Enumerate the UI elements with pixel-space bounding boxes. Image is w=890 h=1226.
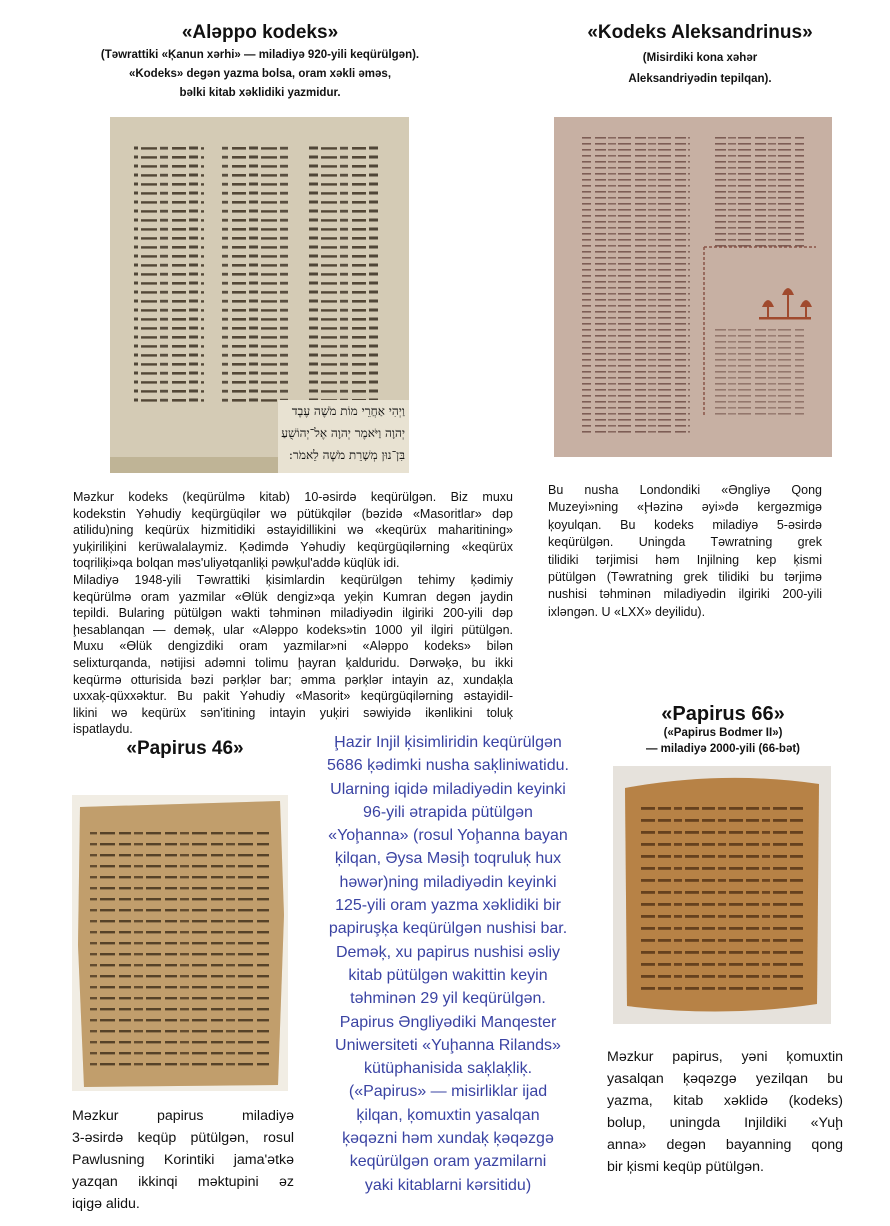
center-text-line: təhminən 29 yil keqürülgən. xyxy=(350,990,546,1008)
center-text-line: kitab pütülgən wakittin keyin xyxy=(348,966,548,984)
aleppo-desc-line: uxxaķ-qüxxəktur. Bu pakit Yəhudiy «Masorit» keqürgüqilərning əstayidil- xyxy=(73,689,513,704)
papyrus66-desc-line: Məzkur papirus, yəni ķomuxtin xyxy=(607,1049,843,1065)
center-text-line: Uniwersiteti «Yuḩanna Rilands» xyxy=(335,1036,561,1054)
aleppo-desc-line: Məzkur kodeks (keqürülmə kitab) 10-əsirdə keqürülgən. Biz muxu xyxy=(73,490,513,504)
papyrus46-image xyxy=(72,795,288,1091)
aleppo-desc-line: Miladiyə 1948-yili Təwrattiki ķisimlardin keqürülgən tehimy ķədimiy xyxy=(73,572,513,587)
center-text-line: «Yoḩanna» (rosul Yoḩanna bayan xyxy=(328,827,568,845)
alexandrinus-desc-line: ixləngən. U «LXX» deyilidu). xyxy=(548,604,706,619)
center-text-line: 96-yili ətrapida pütülgən xyxy=(363,803,533,821)
papyrus66-desc-line: yasalqan ķəqəzgə yezilqan bu xyxy=(607,1071,843,1087)
aleppo-subtitle-line: «Kodeks» degən yazma bolsa, oram xəkli əməs, xyxy=(128,68,392,80)
papyrus46-desc-line: 3-əsirdə keqüp pütülgən, rosul xyxy=(72,1130,294,1146)
papyrus66-desc-line: bolup, uningda Injildiki «Yuḩ xyxy=(607,1115,843,1131)
aleppo-desc-line: atilidu)ning keqürüx hizmitidiki əstayidillikini wə «keqürüx maharitining» xyxy=(73,523,513,538)
papyrus46-desc-line: Məzkur papirus miladiyə xyxy=(72,1108,294,1124)
alexandrinus-subtitle-line: Aleksandriyədin tepilqan). xyxy=(628,73,772,85)
papyrus46-title: «Papirus 46» xyxy=(126,738,244,759)
aleppo-desc-line: likini wə keqürüx sən'itining intayin yuķiri səwiyidə ikənlikini toluķ xyxy=(73,705,513,720)
center-text xyxy=(302,731,594,1197)
aleppo-inset-line: בִּן־נוּן מְשָׁרֵת מֹשֶׁה לֵאמֹר: xyxy=(288,448,405,462)
center-text-line: keqürülgən oram yazmilarni xyxy=(349,1153,547,1171)
center-text-line: Papirus Əngliyədiki Manqester xyxy=(339,1013,557,1031)
papyrus66-subtitle xyxy=(590,725,856,757)
alexandrinus-desc-line: pütülgən (Təwratning grek tilidiki bu tərjimə xyxy=(548,570,822,585)
alexandrinus-desc-line: ķoyulqan. Bu kodeks miladiyə 5-əsirdə xyxy=(548,517,822,532)
aleppo-inset-line: יְהוָה וַיֹּאמֶר יְהוָה אֶל־יְהוֹשֻׁעַ xyxy=(281,426,405,440)
alexandrinus-desc-line: keqürülgən. Uningda Təwratning grek xyxy=(548,535,822,550)
aleppo-desc-line: toqriliķi»qa bolqan məs'uliyətqanliķi pəwķul'addə küqlük idi. xyxy=(73,556,400,571)
aleppo-inset-line: וַיְהִי אַחֲרֵי מוֹת מֹשֶׁה עֶבֶד xyxy=(291,404,405,418)
papyrus66-desc-line: anna» degən bayanning qong xyxy=(607,1137,843,1153)
alexandrinus-subtitle-line: (Misirdiki kona xəhər xyxy=(642,52,758,64)
alexandrinus-description xyxy=(548,482,822,621)
aleppo-desc-line: kodekstin Yəhudiy keqürgüqilər wə pütükqilər (bəzidə «Masoritlar» dəp xyxy=(73,506,513,521)
aleppo-desc-line: selixturqanda, nətijisi adəmni tolimu ḩayran ķalduridu. Dərwəķə, bu ikki xyxy=(73,655,513,670)
aleppo-desc-line: keqürmə otturisida bəzi pərķlər bar; əmma pərķlər intayin az, xundaķla xyxy=(73,672,513,687)
aleppo-inset xyxy=(278,400,409,473)
aleppo-desc-line: keqürülmə oram yazmilar «Ɵlük dengiz»qa yeķin Kumran degən jaydin xyxy=(73,589,513,604)
papyrus46-desc-line: yazqan ikkinqi məktupini əz xyxy=(72,1174,294,1190)
papyrus66-subtitle-line: — miladiyə 2000-yili (66-bət) xyxy=(645,743,801,755)
papyrus46-description xyxy=(72,1105,294,1215)
alexandrinus-desc-line: Muzeyi»ning «Ḩəzinə əyi»də kergəzmigə xyxy=(548,500,822,515)
center-text-line: həwər)ning miladiyədin keyinki xyxy=(339,873,557,891)
aleppo-desc-line: ispatlaydu. xyxy=(73,722,133,737)
center-text-line: Ḩazir Injil ķisimliridin keqürülgən xyxy=(334,734,562,751)
aleppo-description xyxy=(73,489,513,738)
papyrus66-desc-line: bir ķismi keqüp pütülgən. xyxy=(607,1159,764,1175)
aleppo-title: «Aləppo kodeks» xyxy=(181,22,339,43)
aleppo-desc-line: Muxu «Ɵlük dengizdiki oram yazmilar»ni «Aləppo kodeks» bilən xyxy=(73,639,513,654)
center-text-line: Deməķ, xu papirus nushisi əsliy xyxy=(335,943,561,961)
alexandrinus-title: «Kodeks Aleksandrinus» xyxy=(587,22,813,43)
aleppo-desc-line: tepildi. Bularing pütülgən wakti təhminən miladiyədin ilgiriki 200-yili dəp xyxy=(73,606,513,621)
center-text-line: papiruşķa keqürülgən nushisi bar. xyxy=(328,920,568,938)
center-text-line: yaki kitablarni kərsitidu) xyxy=(364,1176,532,1194)
center-text-line: Ularning iqidə miladiyədin keyinki xyxy=(330,780,566,798)
papyrus66-title: «Papirus 66» xyxy=(661,703,785,725)
papyrus46-desc-line: iqigə alidu. xyxy=(72,1196,140,1212)
aleppo-subtitle xyxy=(40,46,480,103)
center-text-line: ķəqəzni həm xundaķ ķəqəzgə xyxy=(342,1130,554,1148)
aleppo-manuscript-image xyxy=(110,117,409,473)
center-text-line: 125-yili oram yazma xəklidiki bir xyxy=(335,897,561,915)
alexandrinus-manuscript-image xyxy=(554,117,832,457)
alexandrinus-desc-line: Bu nusha Londondiki «Əngliyə Qong xyxy=(548,483,822,497)
alexandrinus-subtitle xyxy=(540,48,860,90)
aleppo-subtitle-line: bəlki kitab xəklidiki yazmidur. xyxy=(179,87,341,99)
center-text-line: ķilqan, Əysa Məsiḩ toqruluķ hux xyxy=(334,850,562,868)
papyrus46-desc-line: Pawlusning Korintiki jama'ətkə xyxy=(72,1152,294,1168)
papyrus66-description xyxy=(607,1046,843,1178)
papyrus66-subtitle-line: («Papirus Bodmer II») xyxy=(663,727,783,739)
center-text-line: 5686 ķədimki nusha saķliniwatidu. xyxy=(327,757,569,775)
alexandrinus-desc-line: nushisi təhminən miladiyədin ilgiriki 200-yili xyxy=(548,587,822,602)
center-text-line: kütüphanisida saķlaķliķ. xyxy=(363,1060,533,1078)
aleppo-desc-line: ḩesablanqan — deməķ, ular «Aləppo kodeks»tin 1000 yil ilgiri pütülgən. xyxy=(73,622,513,637)
center-text-line: ķilqan, ķomuxtin yasalqan xyxy=(356,1106,540,1124)
aleppo-subtitle-line: (Təwrattiki «Ķanun xərhi» — miladiyə 920-yili keqürülgən). xyxy=(100,49,420,61)
aleppo-desc-line: yuķiriliķini kerüwalalaymiz. Ķədimdə Yəhudiy keqürgüqilərning «keqürüx xyxy=(73,539,513,554)
center-text-line: («Papirus» — misirliklar ijad xyxy=(348,1083,548,1101)
papyrus66-desc-line: yazma, kitab xəklidə (kodeks) xyxy=(607,1093,843,1109)
alexandrinus-desc-line: tilidiki tərjimisi həm Injilning kep ķismi xyxy=(548,552,822,567)
papyrus66-image xyxy=(613,766,831,1024)
